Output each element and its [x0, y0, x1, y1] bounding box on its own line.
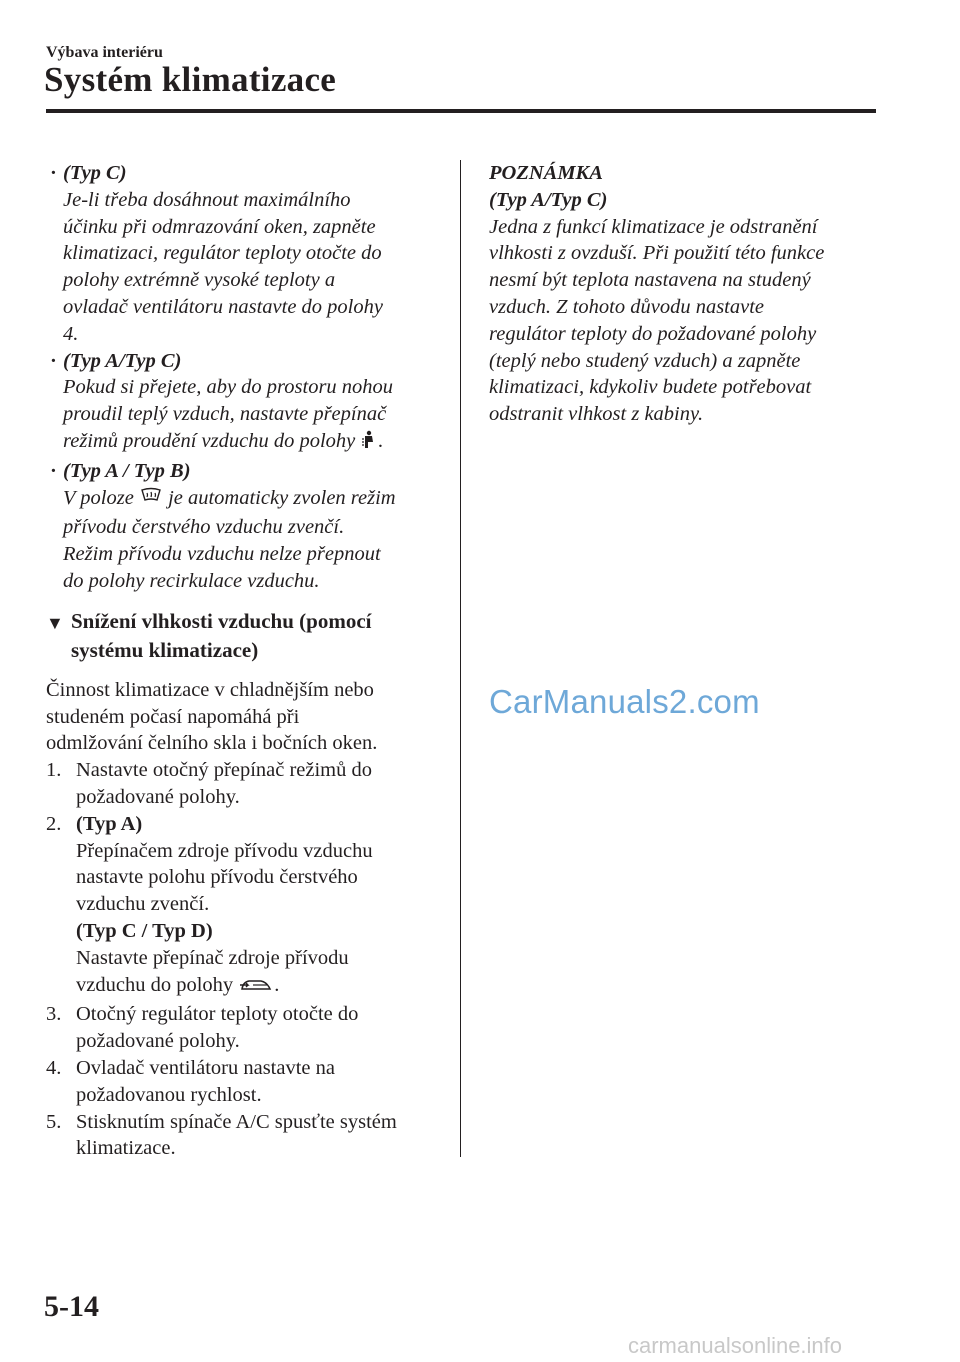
subheading-line: systému klimatizace) [71, 637, 259, 662]
step-line: vzduchu zvenčí. [76, 893, 210, 916]
note-line: klimatizaci, kdykoliv budete potřebovat [489, 376, 812, 399]
bullet-line: Pokud si přejete, aby do prostoru nohou [63, 376, 394, 399]
step-heading: (Typ C / Typ D) [76, 919, 213, 942]
step-line: požadované polohy. [76, 785, 240, 808]
bullet-line: klimatizaci, regulátor teploty otočte do [63, 242, 382, 265]
step-line: požadovanou rychlost. [76, 1083, 262, 1106]
step-number: 1. [46, 759, 62, 782]
note-line: nesmí být teplota nastavena na studený [489, 269, 811, 292]
bullet-item [46, 458, 442, 595]
paragraph-line: odmlžování čelního skla i bočních oken. [46, 732, 378, 755]
bullet-heading: (Typ A / Typ B) [63, 459, 191, 482]
list-item [46, 1109, 442, 1163]
subheading [46, 607, 442, 665]
step-line: Přepínačem zdroje přívodu vzduchu [76, 839, 373, 862]
footer-watermark-link[interactable]: carmanualsonline.info [628, 1333, 843, 1358]
note-title: POZNÁMKA [489, 162, 603, 184]
step-line: Otočný regulátor teploty otočte do [76, 1003, 359, 1026]
bullet-text: . [378, 429, 384, 452]
bullet-line: proudil teplý vzduch, nastavte přepínač [63, 403, 387, 426]
bullet-line: polohy extrémně vysoké teploty a [63, 269, 336, 292]
step-number: 5. [46, 1110, 62, 1133]
left-column [46, 160, 442, 1162]
bullet-line: Je-li třeba dosáhnout maximálního [63, 188, 351, 211]
list-item [46, 811, 442, 1002]
step-line: požadované polohy. [76, 1030, 240, 1053]
list-item [46, 1001, 442, 1055]
title-rule [46, 109, 876, 113]
bullet-line: do polohy recirkulace vzduchu. [63, 569, 320, 592]
bullet-text: je automaticky zvolen režim [168, 486, 396, 509]
step-line: Stisknutím spínače A/C spusťte systém [76, 1110, 397, 1133]
paragraph-line: studeném počasí napomáhá při [46, 705, 300, 728]
bullet-dot-icon: · [50, 162, 57, 184]
step-line: Nastavte otočný přepínač režimů do [76, 759, 372, 782]
note-line: (teplý nebo studený vzduch) a zapněte [489, 349, 801, 372]
note-line: regulátor teploty do požadované polohy [489, 322, 817, 345]
bullet-item [46, 348, 442, 458]
page-number: 5-14 [44, 1290, 99, 1323]
page-title: Systém klimatizace [44, 60, 337, 99]
subheading-line: Snížení vlhkosti vzduchu (pomocí [71, 608, 372, 633]
note-line: Jedna z funkcí klimatizace je odstranění [489, 215, 818, 238]
floor-defrost-icon [361, 430, 377, 458]
bullet-line: účinku při odmrazování oken, zapněte [63, 215, 376, 238]
bullet-line: Režim přívodu vzduchu nelze přepnout [63, 543, 381, 566]
intro-paragraph [46, 677, 442, 757]
triangle-marker-icon: ▼ [46, 612, 64, 633]
bullet-dot-icon: · [50, 459, 57, 482]
bullet-item [46, 160, 442, 348]
step-number: 3. [46, 1003, 62, 1026]
step-line: klimatizace. [76, 1137, 176, 1160]
bullet-heading: (Typ C) [63, 162, 127, 184]
bullet-line [63, 485, 442, 515]
bullet-text: režimů proudění vzduchu do polohy [63, 429, 356, 452]
note-line: vzduch. Z tohoto důvodu nastavte [489, 295, 765, 318]
note-line: vlhkosti z ovzduší. Při použití této funkce [489, 242, 825, 265]
windshield-defrost-icon [140, 487, 162, 515]
note-subheading: (Typ A/Typ C) [489, 188, 608, 211]
step-line: Nastavte přepínač zdroje přívodu [76, 946, 349, 969]
bullet-line: přívodu čerstvého vzduchu zvenčí. [63, 516, 345, 539]
step-number: 4. [46, 1056, 62, 1079]
step-heading: (Typ A) [76, 812, 143, 835]
bullet-line: 4. [63, 322, 79, 345]
column-divider [460, 160, 461, 1157]
section-label: Výbava interiéru [46, 44, 163, 61]
step-line: nastavte polohu přívodu čerstvého [76, 866, 358, 889]
step-text: . [274, 973, 280, 996]
step-list [46, 757, 442, 1162]
outside-air-icon [239, 975, 273, 1002]
note-line: odstranit vlhkost z kabiny. [489, 403, 704, 426]
right-column [489, 160, 869, 428]
bullet-line: ovladač ventilátoru nastavte do polohy [63, 295, 383, 318]
paragraph-line: Činnost klimatizace v chladnějším nebo [46, 678, 374, 701]
bullet-line [63, 428, 442, 458]
step-line: Ovladač ventilátoru nastavte na [76, 1056, 335, 1079]
step-number: 2. [46, 812, 62, 835]
list-item [46, 1055, 442, 1109]
bullet-text: V poloze [63, 486, 134, 509]
bullet-dot-icon: · [50, 349, 57, 372]
bullet-heading: (Typ A/Typ C) [63, 349, 182, 372]
list-item [46, 757, 442, 811]
watermark-link[interactable]: CarManuals2.com [489, 683, 760, 720]
step-line [76, 972, 442, 1002]
step-text: vzduchu do polohy [76, 973, 234, 996]
